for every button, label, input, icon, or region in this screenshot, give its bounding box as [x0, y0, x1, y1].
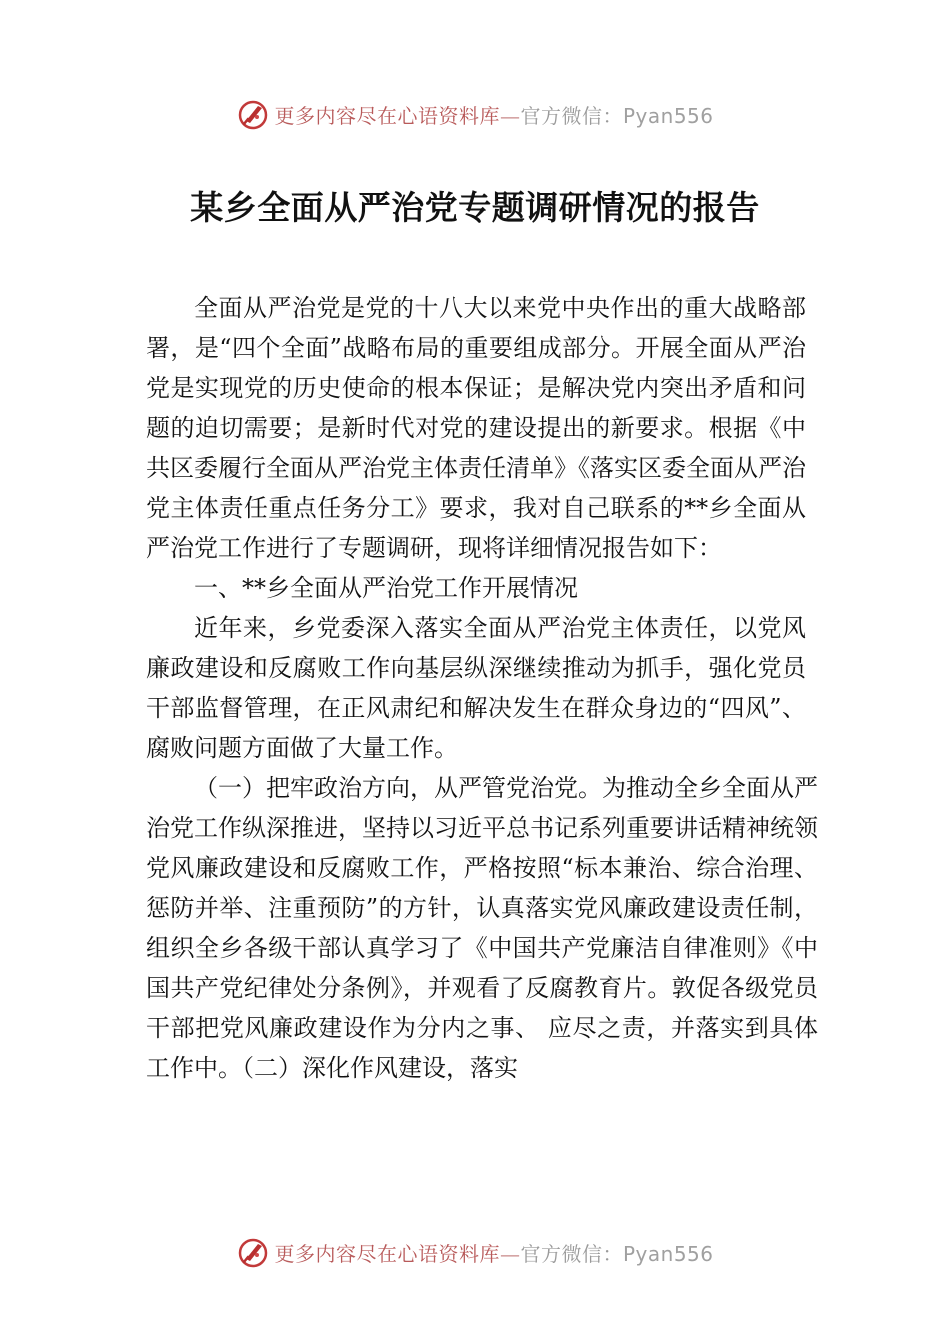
brush-seal-icon — [236, 1235, 270, 1269]
watermark-label: 更多内容尽在心语资料库 — [274, 1241, 500, 1266]
paragraph-overview: 近年来，乡党委深入落实全面从严治党主体责任，以党风廉政建设和反腐败工作向基层纵深继续推动为抓手，强化党员干部监督管理，在正风肃纪和解决发生在群众身边的“四风”、腐败问题方面做了大量工作。 — [146, 614, 806, 762]
paragraph-intro: 全面从严治党是党的十八大以来党中央作出的重大战略部署，是“四个全面”战略布局的重要组成部分。开展全面从严治党是实现党的历史使命的根本保证；是解决党内突出矛盾和问题的迫切需要；是新时代对党的建设提出的新要求。根据《中共区委履行全面从严治党主体责任清单》《落实区委全面从严治党主体责任重点任务分工》要求，我对自己联系的**乡全面从严治党工作进行了专题调研，现将详细情况报告如下： — [146, 294, 806, 562]
brush-seal-icon — [236, 97, 270, 131]
watermark-separator: — — [499, 1241, 521, 1266]
watermark-separator: — — [499, 103, 521, 128]
paragraph-item-1: （一）把牢政治方向，从严管党治党。为推动全乡全面从严治党工作纵深推进，坚持以习近平总书记系列重要讲话精神统领党风廉政建设和反腐败工作，严格按照“标本兼治、综合治理、惩防并举、注重预防”的方针，认真落实党风廉政建设责任制，组织全乡各级干部认真学习了《中国共产党廉洁自律准则》《中国共产党纪律处分条例》，并观看了反腐教育片。敦促各级党员干部把党风廉政建设作为分内之事、 应尽之责，并落实到具体工作中。（二）深化作风建设，落实 — [146, 774, 818, 1082]
watermark-banner-top — [0, 94, 950, 134]
watermark-banner-bottom — [0, 1232, 950, 1272]
watermark-wechat-label: 官方微信： — [520, 1241, 623, 1266]
watermark-wechat-id: Pyan556 — [622, 103, 714, 128]
watermark-wechat-label: 官方微信： — [520, 103, 623, 128]
watermark-text — [274, 100, 713, 129]
watermark-text — [274, 1238, 713, 1267]
document-body — [146, 288, 818, 1088]
watermark-wechat-id: Pyan556 — [622, 1241, 714, 1266]
document-title: 某乡全面从严治党专题调研情况的报告 — [190, 188, 760, 227]
section-heading-1: 一、**乡全面从严治党工作开展情况 — [194, 574, 578, 602]
watermark-label: 更多内容尽在心语资料库 — [274, 103, 500, 128]
